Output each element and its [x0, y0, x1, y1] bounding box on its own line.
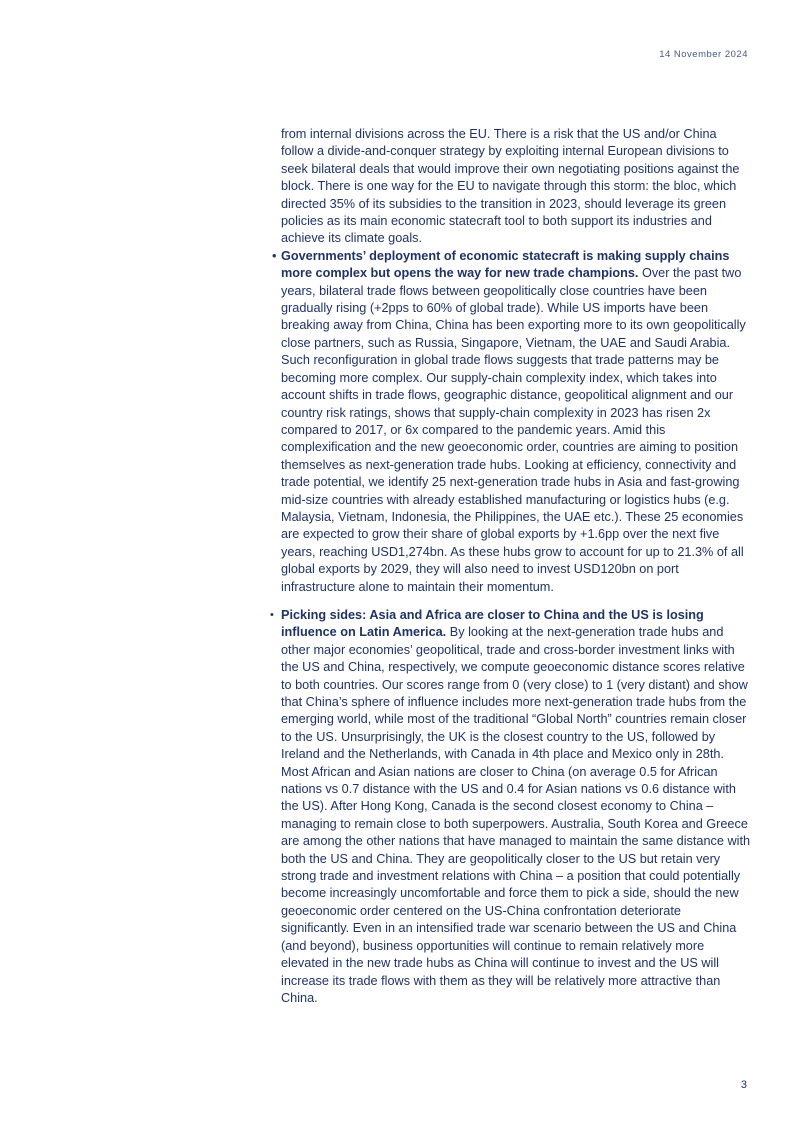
- bullet-heading: Picking sides: Asia and Africa are closer to China and the US is losing influence on Latin America.: [281, 607, 704, 640]
- page-number: 3: [740, 1079, 747, 1091]
- bullet-heading: Governments’ deployment of economic statecraft is making supply chains more complex but opens the way for new trade champions.: [281, 248, 730, 281]
- bullet-item-picking-sides: [270, 607, 751, 1007]
- publication-date: 14 November 2024: [659, 49, 748, 60]
- bullet-body: By looking at the next-generation trade hubs and other major economies’ geopolitical, trade and cross-border investment links with the US and China, respectively, we compute geoeconomic distance scores relative to both countries. Our scores range from 0 (very close) to 1 (very distant) and show that China’s sphere of influence includes more next-generation trade hubs from the emerging world, while most of the traditional “Global North” countries remain closer to the US. Unsurprisingly, the UK is the closest country to the US, followed by Ireland and the Netherlands, with Canada in 4th place and Mexico only in 28th. Most African and Asian nations are closer to China (on average 0.5 for African nations vs 0.7 distance with the US and 0.4 for Asian nations vs 0.6 distance with the US). After Hong Kong, Canada is the second closest economy to China – managing to remain close to both superpowers. Australia, South Korea and Greece are among the other nations that have managed to maintain the same distance with both the US and China. They are geopolitically closer to the US but retain very strong trade and investment relations with China – a position that could potentially become increasingly uncomfortable and force them to pick a side, should the new geoeconomic order centered on the US-China confrontation deteriorate significantly. Even in an intensified trade war scenario between the US and China (and beyond), business opportunities will continue to remain relatively more elevated in the new trade hubs as China will continue to invest and the US will increase its trade flows with them as they will be relatively more attractive than China.: [281, 625, 751, 1005]
- bullet-paragraph: [281, 607, 751, 1007]
- bullet-paragraph: [281, 248, 751, 596]
- bullet-item-economic-statecraft: [272, 248, 751, 596]
- intro-paragraph: from internal divisions across the EU. There is a risk that the US and/or China follow a divide-and-conquer strategy by exploiting internal European divisions to seek bilateral deals that would improve their own negotiating positions against the block. There is one way for the EU to navigate through this storm: the bloc, which directed 35% of its subsidies to the transition in 2023, should leverage its green policies as its main economic statecraft tool to both support its industries and achieve its climate goals.: [281, 127, 740, 246]
- bullet-body: Over the past two years, bilateral trade flows between geopolitically close countries have been gradually rising (+2pps to 60% of global trade). While US imports have been breaking away from China, China has been exporting more to its own geopolitically close partners, such as Russia, Singapore, Vietnam, the UAE and Saudi Arabia. Such reconfiguration in global trade flows suggests that trade patterns may be becoming more complex. Our supply-chain complexity index, which takes into account shifts in trade flows, geographic distance, geopolitical alignment and our country risk ratings, shows that supply-chain complexity in 2023 has risen 2x compared to 2017, or 6x compared to the pandemic years. Amid this complexification and the new geoeconomic order, countries are aiming to position themselves as next-generation trade hubs. Looking at efficiency, connectivity and trade potential, we identify 25 next-generation trade hubs in Asia and fast-growing mid-size countries with already established manufacturing or logistics hubs (e.g. Malaysia, Vietnam, Indonesia, the Philippines, the UAE etc.). These 25 economies are expected to grow their share of global exports by +1.6pp over the next five years, reaching USD1,274bn. As these hubs grow to account for up to 21.3% of all global exports by 2029, they will also need to invest USD120bn on port infrastructure alone to maintain their momentum.: [281, 266, 746, 594]
- bullet-marker: •: [270, 608, 274, 621]
- main-content: [270, 126, 751, 1018]
- bullet-marker: •: [272, 248, 277, 263]
